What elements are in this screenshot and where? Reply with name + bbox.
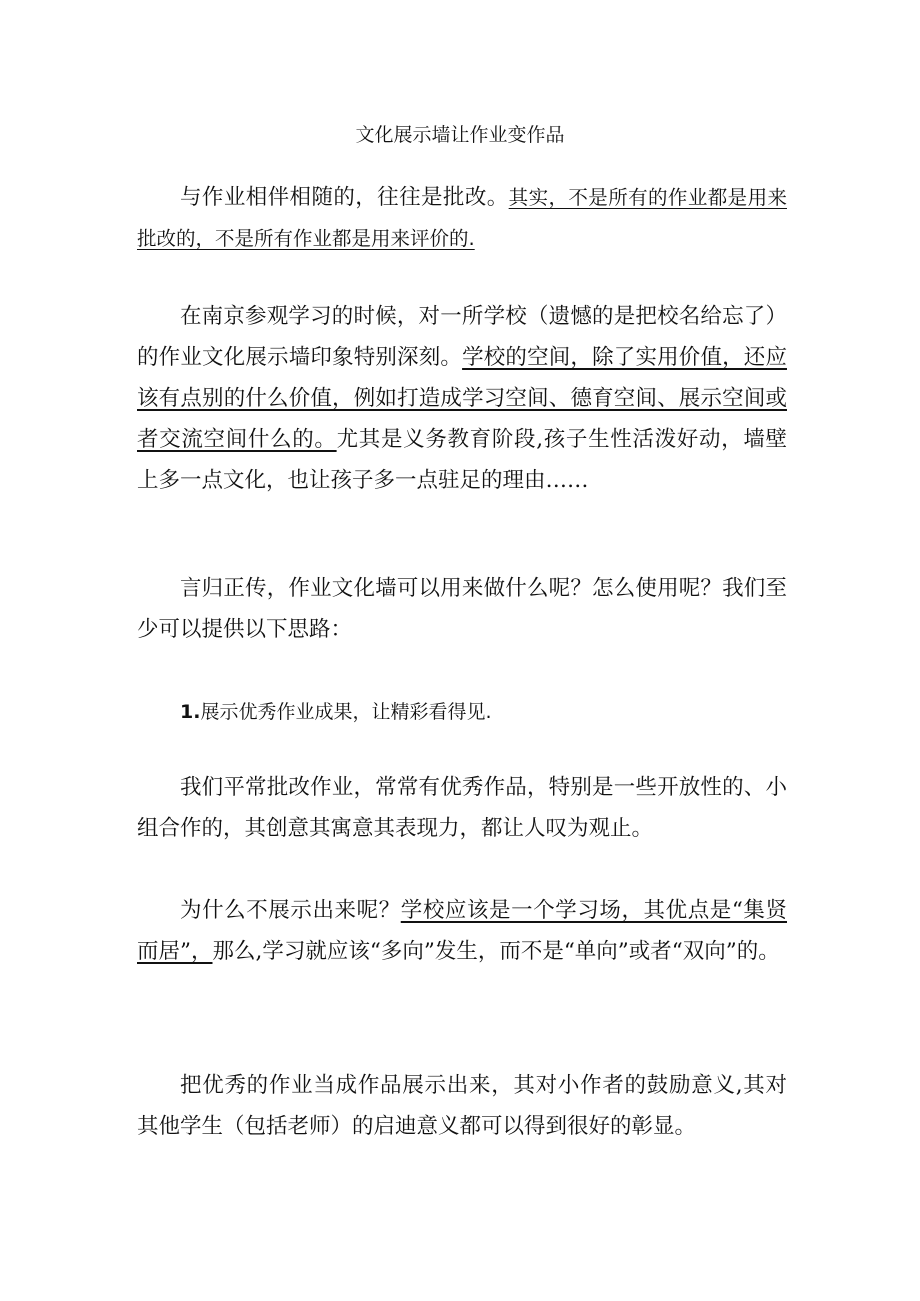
paragraph-encouragement: 把优秀的作业当成作品展示出来，其对小作者的鼓励意义,其对其他学生（包括老师）的启迪意义都可以得到很好的彰显。 — [137, 1073, 787, 1139]
section-number: 1. — [180, 701, 201, 723]
multi-direction-text: 那么,学习就应该“多向”发生，而不是“单向”或者“双向”的。 — [212, 939, 780, 964]
intro-text: 与作业相伴相随的，往往是批改。 — [180, 185, 509, 210]
learning-field-underlined-text: 学校应该是一个学习场，其优点是“集贤而居”， — [137, 898, 787, 964]
visit-text: 在南京参观学习的时候，对一所学校（遗憾的是把校名给忘了）的作业文化展示墙印象特别深刻。 — [137, 304, 787, 370]
visit-continued-text: 尤其是义务教育阶段,孩子生性活泼好动，墙壁上多一点文化，也让孩子多一点驻足的理由…… — [137, 427, 787, 493]
paragraph-nanjing-visit — [137, 296, 787, 501]
intro-underlined-text: 其实，不是所有的作业都是用来批改的，不是所有作业都是用来评价的. — [137, 186, 787, 250]
section-heading-text: 展示优秀作业成果，让精彩看得见. — [200, 701, 492, 723]
paragraph-why-not-display — [137, 890, 787, 972]
question-text: 为什么不展示出来呢？ — [180, 898, 401, 923]
page-title: 文化展示墙让作业变作品 — [355, 124, 565, 146]
paragraph-intro — [137, 177, 787, 259]
paragraph-transition: 言归正传，作业文化墙可以用来做什么呢？怎么使用呢？我们至少可以提供以下思路： — [137, 576, 787, 642]
paragraph-excellent-work: 我们平常批改作业，常常有优秀作品，特别是一些开放性的、小组合作的，其创意其寓意其表现力，都让人叹为观止。 — [137, 775, 787, 841]
visit-underlined-text: 学校的空间，除了实用价值，还应该有点别的什么价值，例如打造成学习空间、德育空间、展示空间或者交流空间什么的。 — [137, 345, 787, 452]
section-heading-1 — [180, 698, 492, 726]
